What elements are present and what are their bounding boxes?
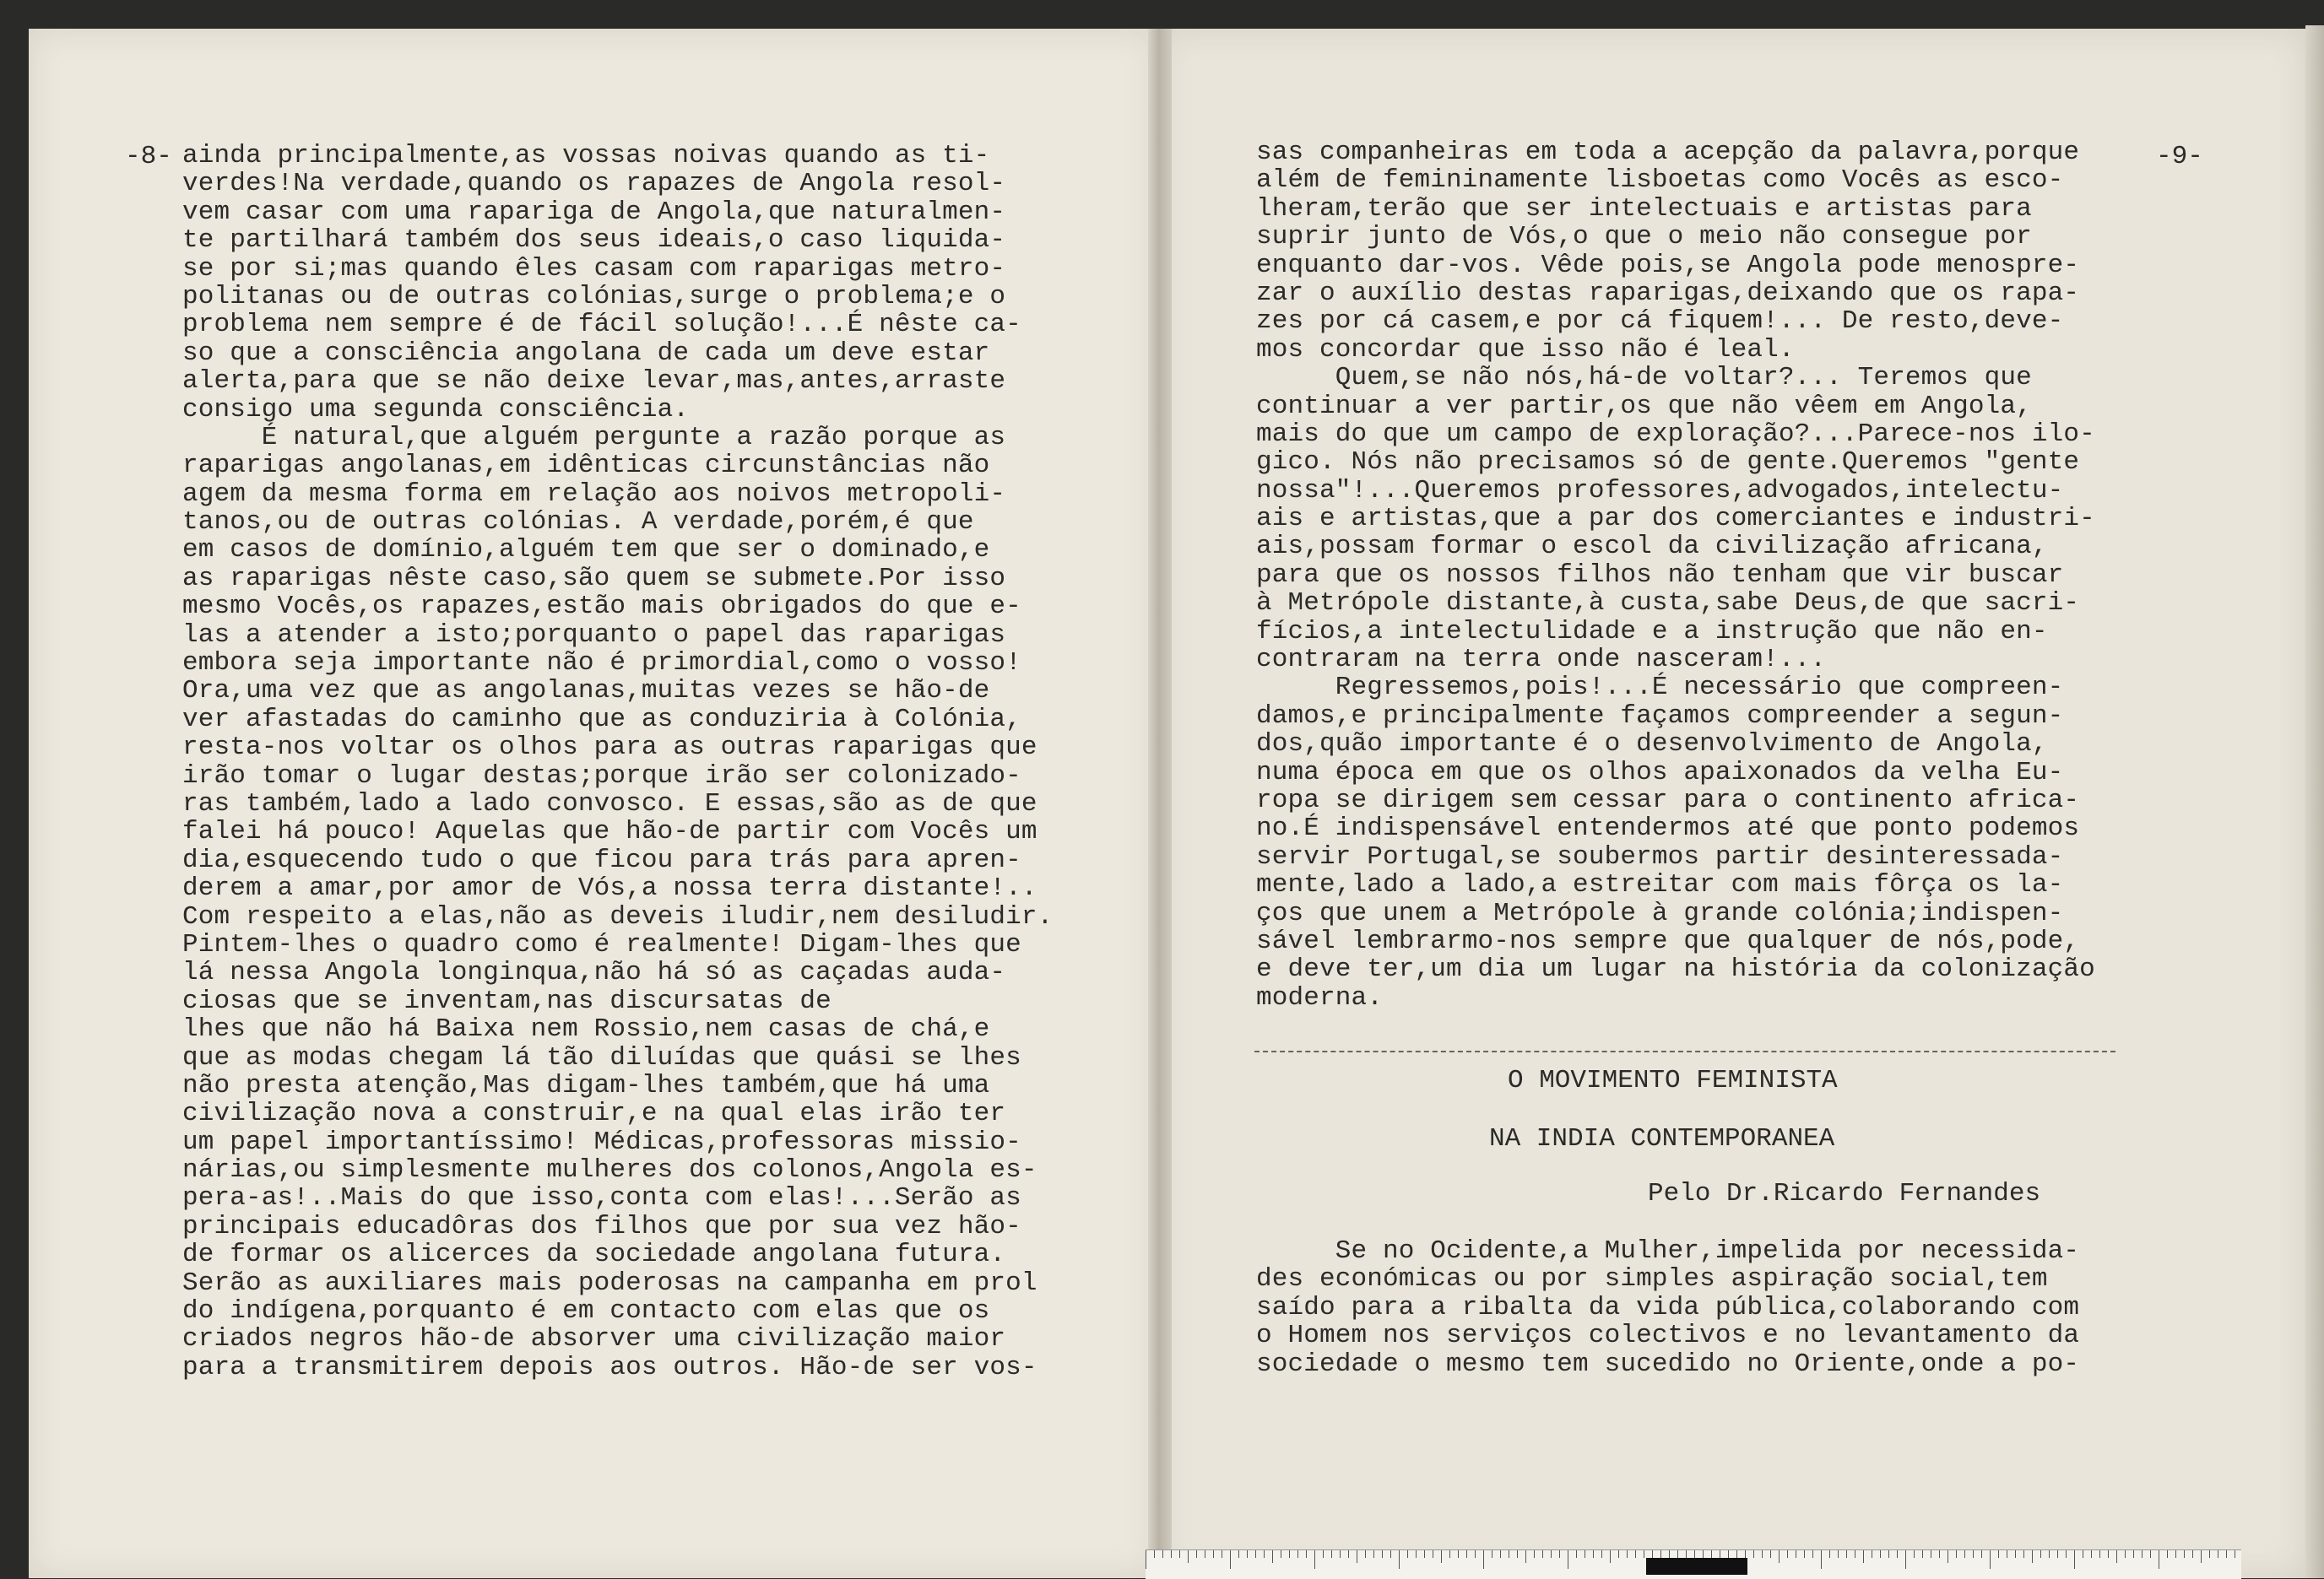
ruler-tick	[1297, 1550, 1298, 1558]
ruler-tick	[1171, 1550, 1172, 1558]
ruler-tick	[1483, 1550, 1484, 1569]
text-line: Regressemos,pois!...É necessário que compreen-	[1256, 673, 2064, 703]
ruler-tick	[1627, 1550, 1628, 1558]
ruler-tick	[1348, 1550, 1349, 1558]
text-line: e deve ter,um dia um lugar na história da colonização	[1256, 954, 2095, 985]
ruler-tick	[1846, 1550, 1847, 1558]
text-line: as raparigas nêste caso,são quem se submete.Por isso	[182, 563, 1006, 593]
article-text-line: Se no Ocidente,a Mulher,impelida por necessida-	[1256, 1236, 2080, 1266]
text-line: principais educadôras dos filhos que por sua vez hão-	[182, 1211, 1021, 1241]
text-line: zar o auxílio destas raparigas,deixando que os rapa-	[1256, 278, 2080, 308]
text-line: verdes!Na verdade,quando os rapazes de Angola resol-	[182, 169, 1006, 199]
ruler-tick	[1314, 1550, 1315, 1569]
text-line: que as modas chegam lá tão diluídas que quási se lhes	[182, 1042, 1021, 1073]
text-line: em casos de domínio,alguém tem que ser o dominado,e	[182, 535, 990, 565]
text-line: Quem,se não nós,há-de voltar?... Teremos que	[1256, 363, 2032, 393]
page-number-right: -9-	[2156, 142, 2203, 171]
text-line: mos concordar que isso não é leal.	[1256, 334, 1795, 365]
ruler-tick	[1196, 1550, 1197, 1558]
ruler-tick	[1812, 1550, 1813, 1558]
ruler-tick	[1289, 1550, 1290, 1558]
text-line: civilização nova a construir,e na qual elas irão ter	[182, 1099, 1006, 1129]
text-line: ais,possam formar o escol da civilização africana,	[1256, 532, 2048, 562]
ruler-tick	[1188, 1550, 1189, 1563]
ruler-tick	[1973, 1550, 1974, 1558]
ruler-tick	[1264, 1550, 1265, 1558]
ruler-tick	[1838, 1550, 1839, 1558]
text-line: derem a amar,por amor de Vós,a nossa terra distante!..	[182, 873, 1037, 904]
text-line: É natural,que alguém pergunte a razão porque as	[182, 422, 1006, 452]
text-line: lheram,terão que ser intelectuais e artistas para	[1256, 193, 2032, 224]
text-line: ropa se dirigem sem cessar para o continento africa-	[1256, 785, 2080, 815]
ruler-tick	[1416, 1550, 1417, 1558]
text-line: mesmo Vocês,os rapazes,estão mais obrigados do que e-	[182, 592, 1021, 622]
article-text-line: des económicas ou por simples aspiração social,tem	[1256, 1264, 2048, 1295]
text-line: politanas ou de outras colónias,surge o problema;e o	[182, 281, 1006, 311]
ruler-tick	[1618, 1550, 1619, 1558]
ruler-tick	[1829, 1550, 1830, 1558]
ruler-tick	[1154, 1550, 1155, 1558]
text-line: não presta atenção,Mas digam-lhes também,que há uma	[182, 1070, 990, 1100]
text-line: lá nessa Angola longinqua,não há só as caçadas auda-	[182, 958, 1006, 988]
ruler-tick	[1466, 1550, 1467, 1558]
ruler-tick	[1804, 1550, 1805, 1558]
article-subtitle: NA INDIA CONTEMPORANEA	[1489, 1124, 1835, 1154]
ruler-tick	[1703, 1550, 1704, 1558]
text-line: problema nem sempre é de fácil solução!...É nêste ca-	[182, 310, 1021, 340]
ruler-tick	[2133, 1550, 2134, 1558]
text-line: damos,e principalmente façamos compreender a segun-	[1256, 700, 2064, 731]
ruler-tick	[1247, 1550, 1248, 1558]
ruler-segment	[1646, 1558, 1747, 1575]
ruler-tick	[1382, 1550, 1383, 1558]
ruler-tick	[2108, 1550, 2109, 1558]
text-line: irão tomar o lugar destas;porque irão ser colonizado-	[182, 760, 1021, 791]
ruler-tick	[2150, 1550, 2151, 1558]
ruler-tick	[1956, 1550, 1957, 1558]
ruler-tick	[1990, 1550, 1991, 1569]
text-line: vem casar com uma rapariga de Angola,que naturalmen-	[182, 197, 1006, 227]
ruler-tick	[1255, 1550, 1256, 1558]
text-line: las a atender a isto;porquanto o papel das raparigas	[182, 619, 1006, 650]
ruler-tick	[1897, 1550, 1898, 1558]
ruler-tick	[1576, 1550, 1577, 1558]
text-line: gico. Nós não precisamos só de gente.Queremos "gente	[1256, 447, 2080, 478]
ruler-tick	[1601, 1550, 1602, 1558]
text-line: contraram na terra onde nasceram!...	[1256, 645, 1827, 675]
ruler-tick	[2023, 1550, 2024, 1558]
text-line: mente,lado a lado,a estreitar com mais fôrça os la-	[1256, 870, 2064, 900]
ruler-tick	[2040, 1550, 2041, 1558]
ruler-tick	[2116, 1550, 2117, 1563]
ruler-tick	[1213, 1550, 1214, 1558]
ruler-tick	[2066, 1550, 2067, 1558]
page-edges	[2305, 25, 2324, 1578]
text-line: falei há pouco! Aquelas que hão-de partir com Vocês um	[182, 817, 1037, 847]
text-line: ços que unem a Metrópole à grande colónia;indispen-	[1256, 898, 2064, 928]
text-line: pera-as!..Mais do que isso,conta com elas!...Serão as	[182, 1183, 1021, 1214]
text-line: consigo uma segunda consciência.	[182, 394, 690, 424]
section-divider	[1254, 1051, 2115, 1052]
ruler-tick	[2125, 1550, 2126, 1558]
ruler-tick	[2032, 1550, 2033, 1563]
text-line: ainda principalmente,as vossas noivas quando as ti-	[182, 141, 990, 170]
ruler-tick	[1880, 1550, 1881, 1558]
ruler-tick	[1306, 1550, 1307, 1558]
text-line: agem da mesma forma em relação aos noivos metropoli-	[182, 479, 1006, 509]
text-line: moderna.	[1256, 982, 1384, 1013]
text-line: nárias,ou simplesmente mulheres dos colonos,Angola es-	[182, 1155, 1037, 1186]
text-line: nossa"!...Queremos professores,advogados,intelectu-	[1256, 475, 2064, 506]
ruler-tick	[2209, 1550, 2210, 1558]
article-text-line: saído para a ribalta da vida pública,colaborando com	[1256, 1292, 2080, 1322]
text-line: ras também,lado a lado convosco. E essas,são as de que	[182, 788, 1037, 819]
ruler-tick	[1238, 1550, 1239, 1558]
text-line: lhes que não há Baixa nem Rossio,nem casas de chá,e	[182, 1014, 990, 1045]
page-number-left: -8-	[125, 142, 172, 171]
ruler-tick	[1753, 1550, 1754, 1558]
ruler-tick	[2167, 1550, 2168, 1558]
text-line: se por si;mas quando êles casam com raparigas metro-	[182, 253, 1006, 284]
ruler-tick	[2091, 1550, 2092, 1558]
ruler-tick	[1770, 1550, 1771, 1558]
ruler-tick	[1542, 1550, 1543, 1558]
ruler-tick	[1922, 1550, 1923, 1558]
text-line: ver afastadas do caminho que as conduziria à Colónia,	[182, 704, 1021, 734]
text-line: à Metrópole distante,à custa,sabe Deus,de que sacri-	[1256, 588, 2080, 619]
text-line: Com respeito a elas,não as deveis iludir,nem desiludir.	[182, 901, 1054, 932]
article-text-line: sociedade o mesmo tem sucedido no Oriente,onde a po-	[1256, 1349, 2080, 1379]
ruler-tick	[1525, 1550, 1526, 1563]
ruler-tick	[1399, 1550, 1400, 1569]
text-line: dos,quão importante é o desenvolvimento de Angola,	[1256, 729, 2048, 760]
ruler-tick	[1964, 1550, 1965, 1558]
text-line: zes por cá casem,e por cá fiquem!... De resto,deve-	[1256, 306, 2064, 337]
text-line: para a transmitirem depois aos outros. Hão-de ser vos-	[182, 1352, 1037, 1382]
text-line: te partilhará também dos seus ideais,o caso liquida-	[182, 225, 1006, 256]
text-line: so que a consciência angolana de cada um deve estar	[182, 338, 990, 368]
ruler-tick	[1981, 1550, 1982, 1558]
ruler-tick	[1593, 1550, 1594, 1558]
ruler-tick	[2099, 1550, 2100, 1558]
ruler-tick	[1905, 1550, 1906, 1569]
text-line: suprir junto de Vós,o que o meio não consegue por	[1256, 222, 2032, 252]
ruler-tick	[2175, 1550, 2176, 1558]
ruler-tick	[1863, 1550, 1864, 1563]
text-line: Pintem-lhes o quadro como é realmente! Digam-lhes que	[182, 929, 1021, 960]
ruler-tick	[1914, 1550, 1915, 1558]
text-line: enquanto dar-vos. Vêde pois,se Angola pode menospre-	[1256, 250, 2080, 280]
text-line: do indígena,porquanto é em contacto com elas que os	[182, 1296, 990, 1327]
ruler-tick	[1669, 1550, 1670, 1558]
text-line: além de femininamente lisboetas como Vocês as esco-	[1256, 165, 2064, 196]
text-line: servir Portugal,se soubermos partir desinteressada-	[1256, 841, 2064, 872]
ruler-tick	[1179, 1550, 1180, 1558]
ruler-tick	[1939, 1550, 1940, 1558]
ruler-tick	[1779, 1550, 1780, 1563]
ruler-tick	[1449, 1550, 1450, 1558]
ruler-tick	[1517, 1550, 1518, 1558]
text-line: sável lembrarmo-nos sempre que qualquer de nós,pode,	[1256, 926, 2080, 956]
ruler-tick	[1407, 1550, 1408, 1558]
ruler-tick	[2074, 1550, 2075, 1569]
ruler-tick	[2015, 1550, 2016, 1558]
ruler-tick	[1272, 1550, 1273, 1563]
ruler-tick	[1475, 1550, 1476, 1558]
ruler-tick	[1610, 1550, 1611, 1563]
ruler-tick	[1711, 1550, 1712, 1558]
book-gutter	[1148, 29, 1172, 1578]
ruler-tick	[2226, 1550, 2227, 1558]
ruler-tick	[1660, 1550, 1661, 1558]
text-line: criados negros hão-de absorver uma civilização maior	[182, 1324, 1006, 1355]
article-author: Pelo Dr.Ricardo Fernandes	[1648, 1179, 2041, 1209]
ruler-tick	[1762, 1550, 1763, 1558]
ruler-tick	[1162, 1550, 1163, 1558]
text-line: ais e artistas,que a par dos comerciantes e industri-	[1256, 504, 2095, 534]
ruler-tick	[1686, 1550, 1687, 1558]
ruler-tick	[1787, 1550, 1788, 1558]
ruler-tick	[1230, 1550, 1231, 1569]
text-line: no.É indispensável entendermos até que ponto podemos	[1256, 814, 2080, 844]
ruler-tick	[1340, 1550, 1341, 1558]
ruler-tick	[1323, 1550, 1324, 1558]
ruler-tick	[1424, 1550, 1425, 1558]
ruler-tick	[1500, 1550, 1501, 1558]
ruler-tick	[2049, 1550, 2050, 1558]
article-title: O MOVIMENTO FEMINISTA	[1508, 1066, 1838, 1095]
ruler-tick	[1821, 1550, 1822, 1569]
ruler-tick	[1441, 1550, 1442, 1563]
ruler-tick	[1331, 1550, 1332, 1558]
text-line: Ora,uma vez que as angolanas,muitas vezes se hão-de	[182, 676, 990, 706]
ruler-tick	[1677, 1550, 1678, 1558]
text-line: alerta,para que se não deixe levar,mas,antes,arraste	[182, 366, 1006, 397]
text-line: de formar os alicerces da sociedade angolana futura.	[182, 1240, 1006, 1270]
text-line: sas companheiras em toda a acepção da palavra,porque	[1256, 138, 2080, 167]
text-line: resta-nos voltar os olhos para as outras raparigas que	[182, 733, 1037, 763]
left-page-body	[182, 142, 1053, 1382]
text-line: ciosas que se inventam,nas discursatas de	[182, 986, 832, 1016]
text-line: Serão as auxiliares mais poderosas na campanha em prol	[182, 1268, 1037, 1298]
ruler-tick	[1551, 1550, 1552, 1558]
ruler-tick	[1888, 1550, 1889, 1558]
text-line: mais do que um campo de exploração?...Parece-nos ilo-	[1256, 419, 2095, 449]
ruler-tick	[2192, 1550, 2193, 1558]
ruler-tick	[2057, 1550, 2058, 1558]
text-line: embora seja importante não é primordial,como o vosso!	[182, 648, 1021, 679]
ruler-tick	[1534, 1550, 1535, 1558]
ruler-tick	[1458, 1550, 1459, 1558]
ruler-tick	[1998, 1550, 1999, 1558]
ruler-tick	[1365, 1550, 1366, 1558]
article-text-line: o Homem nos serviços colectivos e no levantamento da	[1256, 1321, 2080, 1351]
text-line: tanos,ou de outras colónias. A verdade,porém,é que	[182, 507, 974, 538]
ruler-tick	[1728, 1550, 1729, 1558]
article-body	[1256, 1237, 2079, 1378]
ruler-tick	[1373, 1550, 1374, 1558]
ruler-tick	[1390, 1550, 1391, 1558]
ruler-tick	[2184, 1550, 2185, 1558]
text-line: para que os nossos filhos não tenham que vir buscar	[1256, 560, 2064, 590]
right-page-body	[1256, 138, 2095, 1012]
text-line: um papel importantíssimo! Médicas,professoras missio-	[182, 1127, 1021, 1157]
ruler-tick	[1745, 1550, 1746, 1558]
ruler-tick	[1559, 1550, 1560, 1558]
ruler-tick	[2142, 1550, 2143, 1558]
text-line: raparigas angolanas,em idênticas circunstâncias não	[182, 451, 990, 481]
ruler-tick	[1635, 1550, 1636, 1558]
text-line: numa época em que os olhos apaixonados da velha Eu-	[1256, 757, 2064, 787]
text-line: fícios,a intelectulidade e a instrução que não en-	[1256, 616, 2048, 646]
ruler-tick	[2201, 1550, 2202, 1563]
text-line: continuar a ver partir,os que não vêem em Angola,	[1256, 391, 2032, 421]
text-line: dia,esquecendo tudo o que ficou para trás para apren-	[182, 845, 1021, 875]
